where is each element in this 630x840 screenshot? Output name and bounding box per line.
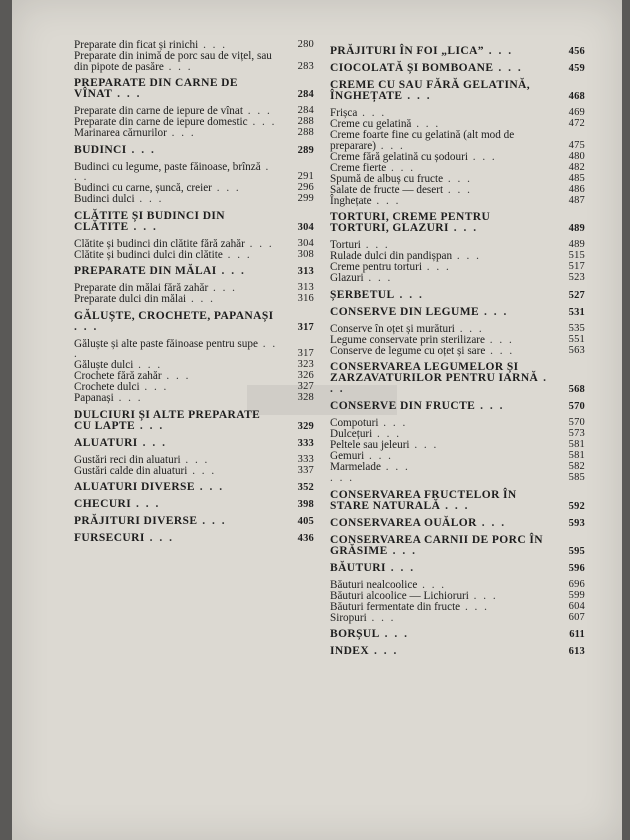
toc-page-number: 595 [568,545,585,557]
toc-entry [330,462,585,473]
leader-dots: . . . [74,160,271,183]
leader-dots: . . . [378,417,408,429]
leader-dots: . . . [421,261,451,273]
toc-page-number: 299 [297,193,314,204]
toc-entry-title: Torturi [330,239,361,251]
toc-page-number: 570 [568,417,585,428]
toc-entry-title: Glazuri [330,272,364,284]
toc-page-number: 581 [568,450,585,461]
toc-entry [330,418,585,429]
toc-entry [74,360,314,371]
toc-entry [330,440,585,451]
toc-entry [330,130,585,151]
toc-page-number: 329 [297,420,314,432]
leader-dots: . . . [443,172,472,185]
toc-entry-title: Băuturi fermentate din fructe [330,600,461,613]
leader-dots: . . . [460,600,489,613]
leader-dots: . . . [163,60,193,73]
toc-entry-title: Legume conservate prin sterilizare [330,333,485,346]
toc-entry-title: Dulcețuri [330,428,373,440]
toc-page-number: 482 [568,161,585,173]
toc-entry-title: PRĂJITURI DIVERSE [74,515,198,527]
toc-entry-title: CONSERVAREA CARNII DE PORC ÎN GRĂSIME [330,533,543,557]
toc-page-number: 517 [568,261,585,272]
toc-page-number: 596 [568,562,585,574]
toc-page-number: 696 [568,578,585,590]
leader-dots: . . . [452,250,481,262]
toc-page-number: 535 [568,322,585,334]
toc-entry [330,251,585,262]
toc-section-heading [330,401,585,412]
toc-entry-title: Budinci cu legume, paste făinoase, brînză [74,160,261,173]
leader-dots: . . . [375,139,405,152]
toc-entry-title: Clătite și budinci din clătite fără zahăr [74,237,245,250]
leader-dots: . . . [402,90,432,102]
toc-entry-title: CREME CU SAU FĂRĂ GELATINĂ, ÎNGHEȚATE [330,79,531,102]
toc-entry [330,163,585,174]
toc-page-number: 480 [568,150,585,162]
toc-section-heading [74,78,314,100]
toc-page-number: 327 [297,381,314,392]
leader-dots: . . . [222,248,252,261]
toc-entry [330,119,585,130]
toc-entry [330,346,585,357]
toc-page-number: 611 [569,629,585,640]
book-page [12,0,622,840]
toc-page-number: 313 [297,266,314,277]
toc-section-heading [74,533,314,544]
toc-entry [74,106,314,117]
toc-page-number: 475 [568,139,585,151]
toc-entry-title: Spumă de albuș cu fructe [330,172,444,185]
leader-dots: . . . [387,544,418,557]
leader-dots: . . . [411,118,441,130]
toc-page-number: 284 [297,105,314,116]
leader-dots: . . . [126,143,156,156]
toc-entry-title: Papanași [74,392,114,404]
toc-entry-title: Preparate din ficat și rinichi [74,39,199,51]
toc-entry-title: BORȘUL [330,628,380,640]
toc-page-number: 568 [568,384,585,395]
leader-dots: . . . [247,116,277,128]
toc-page-number: 291 [297,171,314,182]
toc-section-heading [74,482,314,493]
toc-entry [330,185,585,196]
toc-entry-title: Salate de fructe — desert [330,183,444,196]
toc-entry-title: PRĂJITURI ÎN FOI „LICA” [330,45,484,57]
toc-section-heading [330,362,585,395]
toc-entry [330,196,585,207]
toc-entry-title: CONSERVE DIN LEGUME [330,305,480,318]
toc-page-number: 527 [568,289,585,301]
toc-section-heading [74,516,314,527]
toc-entry [74,371,314,382]
toc-entry [330,602,585,613]
toc-entry-title: CONSERVE DIN FRUCTE [330,400,476,412]
toc-entry-title: TORTURI, CREME PENTRU TORTURI, GLAZURI [330,211,491,234]
toc-page-number: 280 [297,39,314,50]
toc-entry-title: CHECURI [74,498,132,510]
toc-page-number: 304 [297,221,314,233]
toc-page-number: 288 [297,127,314,138]
toc-section-heading [74,145,314,156]
leader-dots: . . . [186,293,215,305]
toc-entry [330,429,585,440]
toc-entry [74,393,314,404]
toc-entry-title: Preparate dulci din mălai [74,293,187,305]
toc-page-number: 323 [297,359,314,370]
leader-dots: . . . [485,344,515,357]
toc-entry-title: Frișca [330,107,358,119]
toc-section-heading [74,438,314,449]
toc-entry [330,108,585,119]
toc-page-number: 296 [297,182,314,193]
toc-entry-title: PREPARATE DIN CARNE DE VÎNAT [74,77,238,100]
leader-dots: . . . [468,589,498,602]
leader-dots: . . . [198,39,228,51]
toc-section-heading [74,211,314,233]
toc-page-number: 328 [297,392,314,403]
toc-entry-title: Creme foarte fine cu gelatină (alt mod de preparare) [330,129,515,152]
toc-entry [330,174,585,185]
toc-page-number: 486 [568,183,585,195]
toc-entry [74,128,314,139]
toc-entry-title: CIOCOLATĂ ȘI BOMBOANE [330,62,494,74]
toc-entry-title: INDEX [330,645,370,657]
toc-page-number: 459 [568,63,585,74]
leader-dots: . . . [493,62,523,74]
toc-page-number: 570 [568,401,585,412]
toc-page-number: 288 [297,116,314,127]
toc-page-number: 551 [568,333,585,345]
leader-dots: . . . [479,305,509,318]
leader-dots: . . . [74,320,99,333]
toc-section-heading [330,63,585,74]
leader-dots: . . . [216,265,246,277]
toc-section-heading [74,311,314,333]
toc-section-heading [330,212,585,234]
toc-page-number: 585 [568,472,585,483]
toc-entry-title: Clătite și budinci dulci din clătite [74,248,223,261]
leader-dots: . . . [161,370,191,382]
leader-dots: . . . [137,436,167,449]
toc-entry-title: PREPARATE DIN MĂLAI [74,265,217,277]
toc-section-heading [330,518,585,529]
toc-page-number: 405 [297,516,314,527]
leader-dots: . . . [380,461,410,473]
toc-entry [330,580,585,591]
toc-page-number: 283 [297,60,314,72]
toc-entry [74,466,314,477]
toc-entry-title: Compoturi [330,417,379,429]
leader-dots: . . . [211,182,241,194]
toc-entry-title: Creme pentru torturi [330,261,422,273]
toc-entry-title: Preparate din carne de iepure de vînat [74,105,243,117]
toc-page-number: 352 [297,482,314,493]
toc-entry-title: Găluște și alte paste făinoase pentru supe [74,337,258,350]
toc-section-heading [330,46,585,57]
toc-entry-title: Creme fierte [330,161,387,174]
toc-section-heading [330,629,585,640]
leader-dots: . . . [187,464,217,477]
toc-entry [74,183,314,194]
leader-dots: . . . [139,381,169,393]
toc-entry-title: CLĂTITE ȘI BUDINCI DIN CLĂTITE [74,209,225,233]
leader-dots: . . . [74,337,278,360]
leader-dots: . . . [363,272,393,284]
leader-dots: . . . [131,498,161,510]
toc-entry [74,117,314,128]
toc-entry-title: BUDINCI [74,143,127,156]
leader-dots: . . . [364,450,393,462]
toc-entry-title: DULCIURI ȘI ALTE PREPARATE CU LAPTE [74,408,261,432]
toc-entry-title: Siropuri [330,611,367,624]
toc-page-number: 563 [568,344,585,356]
toc-entry [74,382,314,393]
toc-entry [330,262,585,273]
leader-dots: . . . [467,150,497,163]
toc-page-number: 485 [568,172,585,184]
toc-page-number: 489 [568,223,585,234]
toc-entry-title: Înghețate [330,194,372,207]
toc-entry-title: Preparate din inimă de porc sau de vițel, sau din pipote de pasăre [74,50,272,73]
toc-page-number: 604 [568,600,585,612]
leader-dots: . . . [197,515,227,527]
toc-page-number: 333 [297,437,314,449]
toc-section-heading [330,307,585,318]
toc-entry-title: Budinci dulci [74,193,135,205]
toc-entry [74,51,314,72]
toc-page-number: 515 [568,250,585,261]
toc-entry-title: Conserve în oțet și murături [330,322,455,335]
leader-dots: . . . [440,499,470,512]
toc-page-number: 489 [568,239,585,250]
leader-dots: . . . [134,193,164,205]
toc-entry-title: Băuturi nealcoolice [330,578,418,591]
toc-page-number: 468 [568,91,585,102]
leader-dots: . . . [372,428,402,440]
leader-dots: . . . [112,88,142,100]
leader-dots: . . . [330,372,548,395]
toc-page-number: 487 [568,194,585,206]
leader-dots: . . . [485,333,514,346]
toc-entry [74,294,314,305]
toc-page-number: 304 [297,237,314,249]
leader-dots: . . . [113,392,143,404]
toc-entry-title: Crochete fără zahăr [74,370,162,382]
toc-page-number: 607 [568,611,585,623]
toc-page-number: 398 [297,499,314,510]
leader-dots: . . . [194,481,225,493]
toc-page-number: 456 [568,46,585,57]
toc-page-number: 284 [297,89,314,100]
toc-entry-title: Preparate din carne de iepure domestic [74,116,248,128]
toc-section-heading [74,499,314,510]
toc-entry-title: FURSECURI [74,532,145,544]
toc-entry-title: BĂUTURI [330,561,386,574]
toc-entry-title: Gustări calde din aluaturi [74,464,188,477]
toc-entry [74,250,314,261]
toc-entry [330,240,585,251]
toc-entry-title: Gustări reci din aluaturi [74,453,181,466]
leader-dots: . . . [369,645,399,657]
leader-dots: . . . [128,220,158,233]
toc-entry-title: Găluște dulci [74,359,134,371]
toc-column-left [74,40,314,550]
toc-page-number: 599 [568,589,585,601]
toc-section-heading [330,535,585,557]
leader-dots: . . . [133,359,163,371]
toc-section-heading [330,563,585,574]
toc-page-number: 337 [297,464,314,476]
leader-dots: . . . [330,472,354,484]
toc-entry [330,335,585,346]
toc-entry-title: Preparate din mălai fără zahăr [74,282,209,294]
toc-entry [330,591,585,602]
leader-dots: . . . [476,516,507,529]
toc-entry-title: Rulade dulci din pandișpan [330,250,453,262]
toc-page-number: 317 [297,321,314,333]
toc-page-number: 472 [568,118,585,129]
toc-entry-title: CONSERVAREA LEGUMELOR ȘI ZARZAVATURILOR PENTRU IARNĂ [330,361,539,384]
toc-page-number: 313 [297,282,314,293]
leader-dots: . . . [443,183,472,196]
toc-page-number: 469 [568,107,585,118]
toc-entry-title: GĂLUȘTE, CROCHETE, PAPANAȘI [74,309,274,322]
toc-section-heading [330,646,585,657]
toc-entry [330,152,585,163]
leader-dots: . . . [144,532,174,544]
toc-entry-title: Băuturi alcoolice — Lichioruri [330,589,469,602]
leader-dots: . . . [166,127,196,139]
toc-entry [74,194,314,205]
toc-page-number: 581 [568,439,585,450]
toc-page-number: 317 [297,348,314,359]
leader-dots: . . . [386,161,415,174]
toc-entry-title: Conserve de legume cu oțet și sare [330,344,486,357]
leader-dots: . . . [475,400,505,412]
leader-dots: . . . [394,288,424,301]
toc-entry-title: CONSERVAREA OUĂLOR [330,516,477,529]
toc-entry-title: Marinarea cărnurilor [74,127,167,139]
toc-entry [74,40,314,51]
toc-entry-title: ALUATURI [74,436,138,449]
toc-entry-title: Budinci cu carne, șuncă, creier [74,182,212,194]
toc-section-heading [330,290,585,301]
toc-page-number: 308 [297,248,314,260]
toc-entry [330,613,585,624]
toc-page-number: 592 [568,500,585,512]
toc-section-heading [74,410,314,432]
toc-page-number: 289 [297,144,314,156]
toc-entry [74,239,314,250]
leader-dots: . . . [448,222,479,234]
toc-entry-title: Gemuri [330,450,365,462]
toc-entry [74,162,314,183]
leader-dots: . . . [409,439,439,451]
toc-page-number: 333 [297,453,314,465]
leader-dots: . . . [180,453,210,466]
leader-dots: . . . [379,628,409,640]
toc-entry-title: Creme fără gelatină cu șodouri [330,150,468,163]
leader-dots: . . . [135,419,165,432]
leader-dots: . . . [244,237,274,250]
toc-section-heading [330,490,585,512]
toc-entry [330,473,585,484]
toc-page-number: 582 [568,461,585,472]
toc-page-number: 326 [297,370,314,381]
toc-column-right [330,40,585,663]
leader-dots: . . . [366,611,396,624]
leader-dots: . . . [360,239,390,251]
toc-entry-title: CONSERVAREA FRUCTELOR ÎN STARE NATURALĂ [330,488,517,512]
toc-entry [74,455,314,466]
toc-entry [330,451,585,462]
leader-dots: . . . [385,561,416,574]
toc-entry-title: Peltele sau jeleuri [330,439,410,451]
toc-entry-title: ALUATURI DIVERSE [74,481,195,493]
toc-section-heading [74,266,314,277]
leader-dots: . . . [357,107,387,119]
toc-entry-title: Crochete dulci [74,381,140,393]
toc-page-number: 573 [568,428,585,439]
toc-entry-title: Creme cu gelatină [330,118,412,130]
toc-page-number: 316 [297,293,314,304]
toc-entry [330,273,585,284]
leader-dots: . . . [242,105,272,117]
toc-page-number: 613 [568,646,585,657]
toc-section-heading [330,80,585,102]
toc-entry [74,339,314,360]
leader-dots: . . . [454,322,484,335]
leader-dots: . . . [371,194,401,207]
toc-page-number: 531 [568,306,585,318]
toc-entry-title: Marmelade [330,461,381,473]
toc-page-number: 436 [297,533,314,544]
leader-dots: . . . [208,282,237,294]
leader-dots: . . . [417,578,447,591]
toc-page-number: 593 [568,517,585,529]
toc-entry-title: ȘERBETUL [330,288,395,301]
toc-entry [74,283,314,294]
toc-page-number: 523 [568,272,585,283]
toc-entry [330,324,585,335]
leader-dots: . . . [483,45,514,57]
